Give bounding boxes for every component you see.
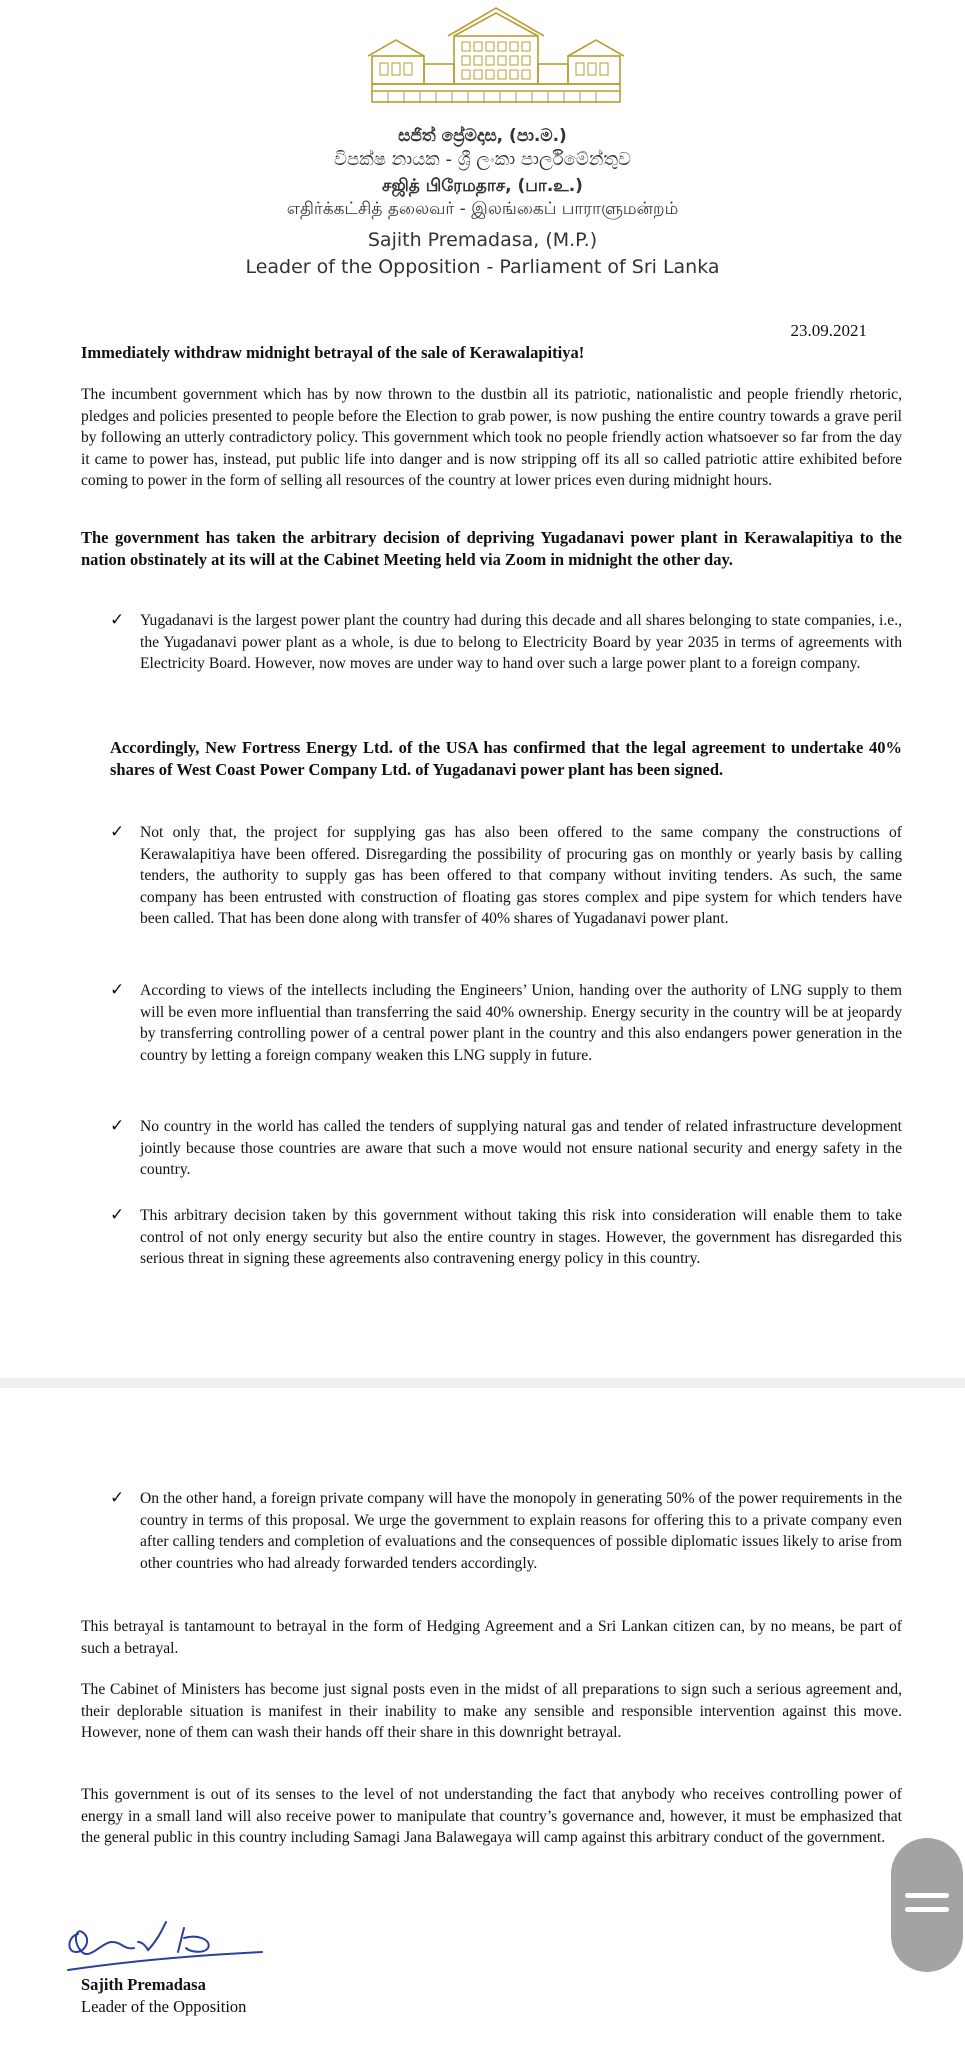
letterhead-tamil-name: சஜித் பிரேமதாச, (பா.உ.) bbox=[382, 176, 583, 196]
check-icon: ✓ bbox=[110, 1488, 125, 1507]
check-icon: ✓ bbox=[110, 822, 125, 841]
bullet-3: According to views of the intellects including the Engineers’ Union, handing over the authority of LNG supply to them will be even more influential than transferring the said 40% ownership. Energy security in the country will be at jeopardy by transferring controlling power of a central power plant in the country and this also endangers power generation in the country by letting a foreign company weaken this LNG supply in future. bbox=[140, 982, 902, 1064]
letterhead-tamil-title: எதிர்க்கட்சித் தலைவர் - இலங்கைப் பாராளுமன்றம் bbox=[286, 199, 679, 219]
bullet-1: Yugadanavi is the largest power plant the country had during this decade and all shares belonging to state companies, i.e., the Yugadanavi power plant as a whole, is due to belong to Electricity Board by year 2035 in terms of agreements with Electricity Board. However, now moves are under way to hand over such a large power plant to a foreign company. bbox=[140, 612, 902, 672]
paragraph-5: The Cabinet of Ministers has become just signal posts even in the midst of all preparations to sign such a serious agreement and, their deplorable situation is manifest in their inability to make any sensible and responsible intervention against this move. However, none of them can wash their hands off their share in this downright betrayal. bbox=[81, 1681, 902, 1741]
signatory-role: Leader of the Opposition bbox=[81, 1997, 247, 2016]
bullet-6: On the other hand, a foreign private company will have the monopoly in generating 50% of the power requirements in the country in terms of this proposal. We urge the government to explain reasons for offering this to a private company even after calling tenders and completion of evaluations and the consequences of possible diplomatic issues likely to arise from other countries who had already forwarded tenders accordingly. bbox=[140, 1490, 902, 1572]
menu-handle-icon bbox=[905, 1907, 949, 1912]
bullet-5: This arbitrary decision taken by this government without taking this risk into consideration will enable them to take control of not only energy security but also the entire country in stages. However, the government has disregarded this serious threat in signing these agreements also contravening energy policy in this country. bbox=[140, 1207, 902, 1267]
paragraph-1: The incumbent government which has by now thrown to the dustbin all its patriotic, nationalistic and people friendly rhetoric, pledges and policies presented to people before the Election to grab power, is now pushing the entire country towards a grave peril by following an utterly contradictory policy. This government which took no people friendly action whatsoever so far from the day it came to power has, instead, put public life into danger and is now stripping off its all so called patriotic attire exhibited before coming to power in the form of selling all resources of the country at lower prices even during midnight hours. bbox=[81, 386, 902, 489]
paragraph-6: This government is out of its senses to the level of not understanding the fact that anybody who receives controlling power of energy in a small land will also receive power to manipulate that country’s governance and, however, it must be emphasized that the general public in this country including Samagi Jana Balawegaya will camp against this arbitrary conduct of the government. bbox=[81, 1786, 902, 1846]
handwritten-signature-icon bbox=[62, 1912, 272, 1982]
document-title: Immediately withdraw midnight betrayal of the sale of Kerawalapitiya! bbox=[81, 343, 585, 362]
bullet-2: Not only that, the project for supplying gas has also been offered to the same company the constructions of Kerawalapitiya have been offered. Disregarding the possibility of procuring gas on monthly or yearly basis by calling tenders, the authority to supply gas has been offered to that company without inviting tenders. As such, the same company has been entrusted with construction of floating gas stores complex and pipe system for which tenders have been called. That has been done along with transfer of 40% shares of Yugadanavi power plant. bbox=[140, 824, 902, 927]
check-icon: ✓ bbox=[110, 1205, 125, 1224]
floating-menu-button[interactable] bbox=[891, 1838, 963, 1972]
paragraph-2: The government has taken the arbitrary decision of depriving Yugadanavi power plant in Kerawalapitiya to the nation obstinately at its will at the Cabinet Meeting held via Zoom in midnight the other day. bbox=[81, 528, 902, 569]
paragraph-4: This betrayal is tantamount to betrayal in the form of Hedging Agreement and a Sri Lankan citizen can, by no means, be part of such a betrayal. bbox=[81, 1618, 902, 1657]
check-icon: ✓ bbox=[110, 1116, 125, 1135]
letterhead-english-name: Sajith Premadasa, (M.P.) bbox=[367, 229, 598, 251]
page-separator bbox=[0, 1378, 965, 1388]
check-icon: ✓ bbox=[110, 610, 125, 629]
signatory-name: Sajith Premadasa bbox=[81, 1975, 206, 1994]
check-icon: ✓ bbox=[110, 980, 125, 999]
parliament-building-icon bbox=[368, 6, 624, 106]
document-date: 23.09.2021 bbox=[790, 321, 867, 340]
letterhead-sinhala-title: විපක්ෂ නායක - ශ්‍රී ලංකා පාර්ලිමේන්තුව bbox=[334, 149, 631, 170]
menu-handle-icon bbox=[905, 1893, 949, 1898]
paragraph-3: Accordingly, New Fortress Energy Ltd. of the USA has confirmed that the legal agreement to undertake 40% shares of West Coast Power Company Ltd. of Yugadanavi power plant has been signed. bbox=[110, 738, 902, 779]
letterhead-sinhala-name: සජිත් ප්‍රේමදාස, (පා.ම.) bbox=[398, 126, 567, 146]
letterhead-english-title: Leader of the Opposition - Parliament of Sri Lanka bbox=[245, 256, 720, 278]
bullet-4: No country in the world has called the tenders of supplying natural gas and tender of related infrastructure development jointly because those countries are aware that such a move would not ensure national security and energy safety in the country. bbox=[140, 1118, 902, 1178]
